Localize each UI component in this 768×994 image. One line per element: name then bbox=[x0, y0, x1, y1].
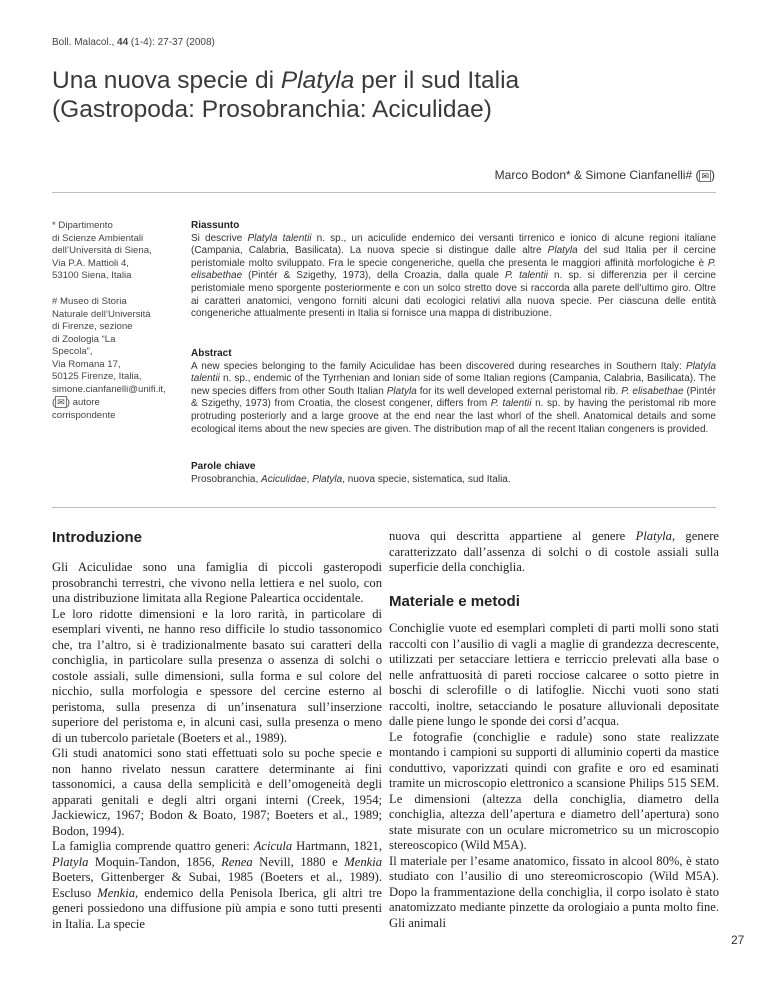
right-column-continuation: nuova qui descritta appartiene al genere Platyla, genere caratterizzato dall’assenza di solchi o di costole assiali sulla superficie della conchiglia. bbox=[389, 529, 719, 574]
methods-body: Conchiglie vuote ed esemplari completi di parti molli sono stati raccolti con l’ausilio di vagli a maglie di grandezza decrescente, utilizzati per setacciare lettiera e terriccio prelevati alla base o nelle anfrattuosità di pareti rocciose calcaree o sotto pietre in boschi di sclerofille o di latifoglie. Nicchi vuoti sono stati raccolti, inoltre, setacciando le posature alluvionali depositate dalle piene lungo le sponde dei corsi d’acqua. Le fotografie (conchiglie e radule) sono state realizzate montando i campioni su supporti di alluminio coperti da mastice conduttivo, vaporizzati quindi con grafite e oro ed esaminati tramite un microscopio elettronico a scansione Philips 515 SEM. Le dimensioni (altezza della conchiglia, diametro della conchiglia, altezza dell’apertura e diametro dell’apertura) sono state misurate con un oculare micrometrico su un microscopio stereoscopico (Wild M5A). Il materiale per l’esame anatomico, fissato in alcool 80%, è stato studiato con l’ausilio di uno stereomicroscopio (Wild M5A). Dopo la frammentazione della conchiglia, il corpo isolato è stato anatomizzato mediante pinzette da orologiaio a punta molto fine. Gli animali bbox=[389, 621, 719, 930]
keywords-heading: Parole chiave bbox=[191, 461, 256, 472]
divider bbox=[52, 507, 716, 508]
authors: Marco Bodon* & Simone Cianfanelli# ( ✉ ) bbox=[494, 168, 715, 182]
page-number: 27 bbox=[731, 933, 745, 947]
riassunto bbox=[191, 220, 716, 321]
divider bbox=[52, 192, 716, 193]
title-line-1: Una nuova specie di Platyla per il sud Italia bbox=[52, 67, 520, 94]
title-line-2: (Gastropoda: Prosobranchia: Aciculidae) bbox=[52, 96, 492, 123]
riassunto-text: Si descrive Platyla talentii n. sp., un aciculide endemico dei versanti tirrenico e ionico di alcune regioni italiane (Campania, Calabria, Basilicata). La nuova specie si distingue dalle altre Platyla del sud Italia per il cercine peristomiale molto sviluppato. Fra le specie congeneriche, quella che presenta le maggiori affinità morfologiche è P. elisabethae (Pintér & Szigethy, 1973), della Croazia, dalla quale P. talentii n. sp. si differenzia per il cercine peristomiale meno sporgente posteriormente e con un solco stretto dove si raccorda alla parete dell’ultimo giro. Oltre ai caratteri anatomici, vengono forniti alcuni dati ecologici relativi alla nuova specie. Per ciascuna delle entità congeneriche attualmente presenti in Italia si fornisce una mappa di distribuzione. bbox=[191, 232, 717, 320]
journal-volume: 44 bbox=[117, 37, 129, 48]
paper-title bbox=[52, 66, 692, 124]
intro-body: Gli Aciculidae sono una famiglia di piccoli gasteropodi prosobranchi terrestri, che vivono nella lettiera e nel suolo, con una distribuzione limitata alla Regione Paleartica occidentale. Le loro ridotte dimensioni e la loro rarità, in particolare di esemplari viventi, ne hanno reso difficile lo studio tassonomico che, tra l’altro, si è tradizionalmente basato sui caratteri della conchiglia, in particolare sulla presenza o assenza di solchi o costole assiali, sulle dimensioni, sulla forma e sul colore del nicchio, sulla morfologia e spessore del cercine esterno al peristoma, sulla presenza di un’insenatura sull’inserzione superiore del peristoma e, in alcuni casi, sulla presenza o meno di un tubercolo parietale (Boeters et al., 1989). Gli studi anatomici sono stati effettuati solo su poche specie e non hanno rivelato nessun carattere determinante ai fini tassonomici, a causa della semplicità e dell’omogeneità degli apparati genitali e degli altri organi interni (Creek, 1954; Jackiewicz, 1967; Bodon & Boato, 1987; Boeters et al., 1989; Bodon, 1994). La famiglia comprende quattro generi: Acicula Hartmann, 1821, Platyla Moquin-Tandon, 1856, Renea Nevill, 1880 e Menkia Boeters, Gittenberger & Subai, 1985 (Boeters et al., 1989). Escluso Menkia, endemico della Penisola Iberica, gli altri tre generi possiedono una diffusione più ampia e sono tutti presenti in Italia. La specie bbox=[52, 560, 383, 931]
riassunto-heading: Riassunto bbox=[191, 220, 240, 231]
section-heading-introduzione: Introduzione bbox=[52, 529, 142, 546]
abstract bbox=[191, 348, 716, 436]
keywords-text: Prosobranchia, Aciculidae, Platyla, nuova specie, sistematica, sud Italia. bbox=[191, 473, 511, 485]
abstract-text: A new species belonging to the family Aciculidae has been discovered during researches in Southern Italy: Platyla talentii n. sp., endemic of the Tyrrhenian and Ionian side of some Italian regions (Campania, Calabria, Basilicata). The new species differs from other South Italian Platyla for its well developed external peristomal rib. P. elisabethae (Pintér & Szigethy, 1973) from Croatia, the closest congener, differs from P. talentii n. sp. by having the peristomal rib more protruding posteriorly and a large groove at the end near the last whorl of the shell. Anatomical details and some ecological items about the new species are given. The distribution map of all the recent Italian congeners is provided. bbox=[191, 360, 717, 435]
mail-icon: ✉ bbox=[57, 397, 65, 407]
keywords bbox=[191, 461, 716, 486]
journal-reference: Boll. Malacol., 44 (1-4): 27-37 (2008) bbox=[52, 37, 215, 48]
section-heading-materiale-metodi: Materiale e metodi bbox=[389, 593, 520, 610]
abstract-heading: Abstract bbox=[191, 348, 232, 359]
affiliation-siena: * Dipartimento di Scienze Ambientali dell’Università di Siena, Via P.A. Mattioli 4, 53100 Siena, Italia bbox=[52, 220, 152, 281]
mail-icon: ✉ bbox=[701, 171, 709, 181]
affiliation-firenze: # Museo di Storia Naturale dell’Università di Firenze, sezione di Zoologia “La Specola”, Via Romana 17, 50125 Firenze, Italia, simone.cianfanelli@unifi.it, ( ✉ ) autore corrispondente bbox=[52, 296, 166, 421]
